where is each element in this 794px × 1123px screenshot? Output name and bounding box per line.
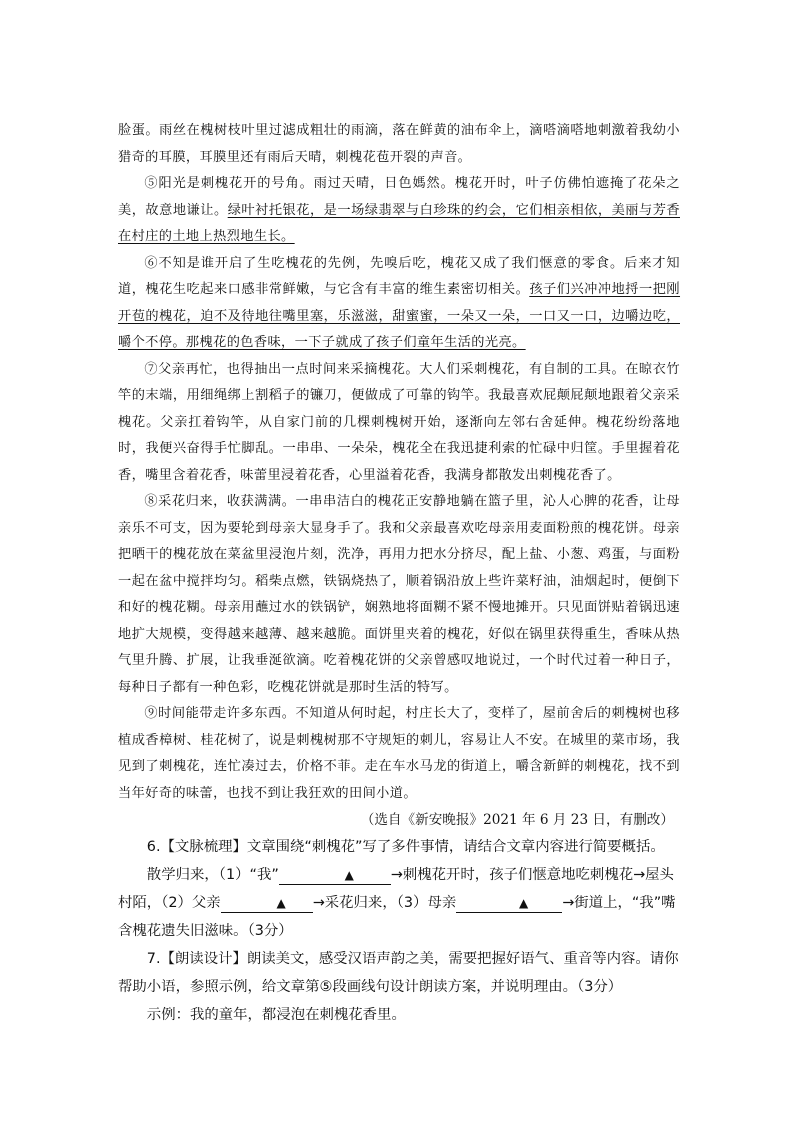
article-paragraph-continued: 脸蛋。雨丝在槐树枝叶里过滤成粗壮的雨滴，落在鲜黄的油布伞上，滴嗒滴嗒地刺激着我幼小猎奇的耳膜，耳膜里还有雨后天晴，刺槐花苞开裂的声音。 [118, 123, 680, 165]
exam-page [118, 118, 680, 1029]
q6-segment-c: →采花归来，（3）母亲 [312, 895, 457, 911]
q6-segment-a: 散学归来，（1）“我” [146, 867, 279, 883]
q6-segment-b: →刺槐花开时，孩子们惬意地吃刺槐花→屋头村陌，（2）父亲 [118, 867, 674, 911]
paragraph-6-text: ⑥不知是谁开启了生吃槐花的先例，先嗅后吃，槐花又成了我们惬意的零食。后来才知道，槐花生吃起来口感非常鲜嫩，与它含有丰富的维生素密切相关。 [118, 255, 680, 297]
paragraph-5-text: ⑤阳光是刺槐花开的号角。雨过天晴，日色媽然。槐花开时，叶子仿佛怕遮掩了花朵之美，故意地谦让。 [118, 176, 680, 218]
triangle-marker: ▲ [276, 896, 286, 910]
q6-segment-d: →街道上，“我”嘴含槐花遗失旧滋味。（3分） [118, 895, 676, 939]
article-source: （选自《新安晚报》2021 年 6 月 23 日，有删改） [360, 812, 674, 828]
paragraph-6-underlined-sentence: 孩子们兴冲冲地捋一把刚开苞的槐花，迫不及待地往嘴里塞，乐滋滋，甜蜜蜜，一朵又一朵，一口又一口，边嚼边吃，嚼个不停。那槐花的色香味，一下子就成了孩子们童年生活的光亮。 [118, 282, 681, 350]
article-paragraph-6 [118, 251, 680, 357]
triangle-marker: ▲ [344, 868, 354, 882]
triangle-marker: ▲ [519, 896, 529, 910]
article-paragraph-5 [118, 171, 680, 251]
answer-blank-3[interactable] [456, 894, 562, 913]
article-paragraph-9: ⑨时间能带走许多东西。不知道从何时起，村庄长大了，变样了，屋前舍后的刺槐树也移植成香樟树、桂花树了，说是刺槐树那不守规矩的刺儿，容易让人不安。在城里的菜市场，我见到了刺槐花，连忙凑过去，价格不菲。走在车水马龙的街道上，嚼含新鲜的刺槐花，找不到当年好奇的味蕾，也找不到让我狂欢的田间小道。 [118, 706, 680, 801]
question-7-prompt: 7.【朗读设计】朗读美文，感受汉语声韵之美，需要把握好语气、重音等内容。请你帮助小语，参照示例，给文章第⑤段画线句设计朗读方案，并说明理由。（3分） [118, 951, 679, 995]
question-7-example: 示例：我的童年，都浸泡在刺槐花香里。 [146, 1007, 406, 1023]
question-6-prompt: 6.【文脉梳理】文章围绕“刺槐花”写了多件事情，请结合文章内容进行简要概括。 [146, 839, 665, 855]
question-6-flow [118, 861, 680, 945]
answer-blank-2[interactable] [221, 894, 313, 913]
paragraph-5-underlined-sentence: 绿叶衬托银花，是一场绿翡翠与白珍珠的约会，它们相亲相依，美丽与芳香在村庄的土地上热烈地生长。 [118, 202, 680, 244]
answer-blank-1[interactable] [279, 866, 391, 885]
article-paragraph-8: ⑧采花归来，收获满满。一串串洁白的槐花正安静地躺在篮子里，沁人心脾的花香，让母亲乐不可支，因为要轮到母亲大显身手了。我和父亲最喜欢吃母亲用麦面粉煎的槐花饼。母亲把晒干的槐花放在菜盆里浸泡片刻，洗净，再用力把水分挤尽，配上盐、小葱、鸡蛋，与面粉一起在盆中搅拌均匀。稻柴点燃，铁锅烧热了，顺着锅沿放上些许菜籽油，油烟起时，便倒下和好的槐花糊。母亲用蘸过水的铁锅铲，娴熟地将面糊不紧不慢地摊开。只见面饼贴着锅迅速地扩大规模，变得越来越薄、越来越脆。面饼里夹着的槐花，好似在锅里获得重生，香味从热气里升腾、扩展，让我垂涎欲滴。吃着槐花饼的父亲曾感叹地说过，一个时代过着一种日子，每种日子都有一种色彩，吃槐花饼就是那时生活的特写。 [118, 494, 680, 695]
article-paragraph-7: ⑦父亲再忙，也得抽出一点时间来采摘槐花。大人们采刺槐花，有自制的工具。在晾衣竹竿的末端，用细绳绑上割稻子的镰刀，便做成了可靠的钩竿。我最喜欢屁颠屁颠地跟着父亲采槐花。父亲扛着钩竿，从自家门前的几棵刺槐树开始，逐渐向左邻右舍延伸。槐花纷纷落地时，我便兴奋得手忙脚乱。一串串、一朵朵，槐花全在我迅捷利索的忙碌中归筐。手里握着花香，嘴里含着花香，味蕾里浸着花香，心里溢着花香，我满身都散发出刺槐花香了。 [118, 361, 680, 483]
